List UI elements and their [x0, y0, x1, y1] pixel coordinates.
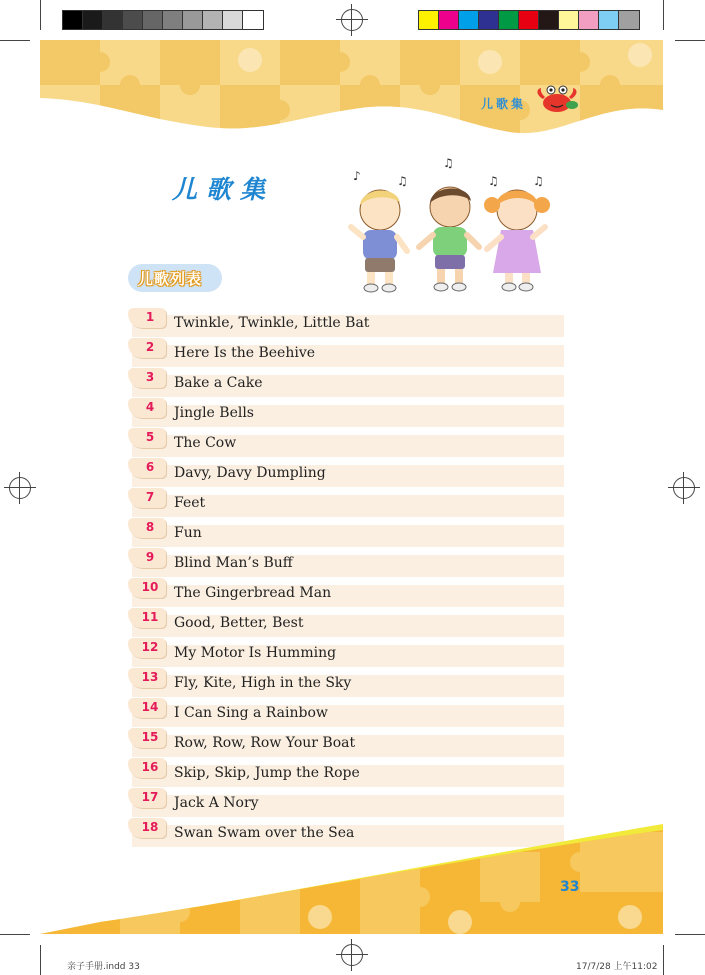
color-swatch [559, 11, 579, 29]
song-number: 5 [145, 430, 155, 444]
song-title: Bake a Cake [174, 375, 263, 391]
song-list-item [128, 460, 564, 487]
color-swatch [203, 11, 223, 29]
gray-color-bar [62, 10, 264, 30]
song-list-item [128, 550, 564, 577]
crop-mark [663, 945, 664, 975]
svg-text:♫: ♫ [443, 156, 454, 170]
song-number: 9 [145, 550, 155, 564]
song-number: 3 [145, 370, 155, 384]
song-title: Row, Row, Row Your Boat [174, 735, 356, 751]
song-title: Swan Swam over the Sea [174, 825, 355, 841]
color-swatch [539, 11, 559, 29]
song-number: 6 [145, 460, 155, 474]
song-title: Twinkle, Twinkle, Little Bat [174, 315, 370, 331]
song-number: 14 [141, 700, 159, 714]
color-swatch [83, 11, 103, 29]
color-swatch [579, 11, 599, 29]
header-tag: 儿歌集 [481, 97, 527, 111]
svg-text:♫: ♫ [488, 174, 499, 188]
registration-mark-icon [673, 477, 695, 499]
song-title: Davy, Davy Dumpling [174, 465, 326, 481]
page-title: 儿歌集 [172, 175, 275, 204]
song-title: Jack A Nory [174, 795, 259, 811]
color-swatch [419, 11, 439, 29]
color-swatch [123, 11, 143, 29]
crop-mark [0, 40, 30, 41]
song-number: 4 [145, 400, 155, 414]
crop-mark [40, 945, 41, 975]
song-list-item [128, 310, 564, 337]
song-title: The Gingerbread Man [174, 585, 332, 601]
crop-mark [40, 0, 41, 30]
color-swatch [499, 11, 519, 29]
song-number: 18 [141, 820, 159, 834]
svg-text:♪: ♪ [353, 169, 361, 183]
song-list-item [128, 430, 564, 457]
song-list-item [128, 400, 564, 427]
song-list-item [128, 700, 564, 727]
crop-mark [0, 934, 30, 935]
song-title: Skip, Skip, Jump the Rope [174, 765, 360, 781]
song-number: 10 [141, 580, 159, 594]
section-heading-label: 儿歌列表 [138, 270, 203, 288]
song-title: I Can Sing a Rainbow [174, 705, 328, 721]
song-list-item [128, 580, 564, 607]
color-swatch [243, 11, 263, 29]
registration-mark-icon [9, 477, 31, 499]
three-dancing-kids-icon [345, 155, 560, 295]
color-swatch [223, 11, 243, 29]
song-number: 11 [141, 610, 159, 624]
crop-mark [675, 40, 705, 41]
color-swatch [183, 11, 203, 29]
song-list-item [128, 520, 564, 547]
song-title: Fly, Kite, High in the Sky [174, 675, 352, 691]
song-title: Fun [174, 525, 202, 541]
song-list-item [128, 760, 564, 787]
registration-mark-icon [341, 944, 363, 966]
color-swatch [163, 11, 183, 29]
color-swatch [63, 11, 83, 29]
slug-timestamp: 17/7/28 上午11:02 [576, 962, 658, 972]
song-list-item [128, 640, 564, 667]
song-list-item [128, 790, 564, 817]
page-number: 33 [560, 879, 580, 895]
song-title: Here Is the Beehive [174, 345, 316, 361]
color-swatch [103, 11, 123, 29]
color-swatch [619, 11, 639, 29]
section-heading [128, 264, 222, 292]
color-swatch [479, 11, 499, 29]
bottom-puzzle-banner [40, 822, 664, 934]
crop-mark [663, 0, 664, 30]
song-list-item [128, 490, 564, 517]
song-list-item [128, 670, 564, 697]
svg-text:♫: ♫ [397, 174, 408, 188]
slug-file-info: 亲子手册.indd 33 [67, 962, 140, 972]
registration-mark-icon [341, 9, 363, 31]
song-number: 15 [141, 730, 159, 744]
crop-mark [675, 934, 705, 935]
song-title: My Motor Is Humming [174, 645, 337, 661]
svg-text:♫: ♫ [533, 174, 544, 188]
color-swatch [599, 11, 619, 29]
song-list-item [128, 610, 564, 637]
process-color-bar [418, 10, 640, 30]
color-swatch [519, 11, 539, 29]
color-swatch [143, 11, 163, 29]
song-number: 17 [141, 790, 159, 804]
song-number: 7 [145, 490, 155, 504]
crab-icon [534, 83, 580, 115]
song-title: Feet [174, 495, 206, 511]
song-number: 2 [145, 340, 155, 354]
song-list-item [128, 370, 564, 397]
song-number: 12 [141, 640, 159, 654]
color-swatch [459, 11, 479, 29]
song-number: 8 [145, 520, 155, 534]
song-list-item [128, 730, 564, 757]
song-title: Jingle Bells [174, 405, 254, 421]
song-number: 1 [145, 310, 155, 324]
song-title: Blind Man’s Buff [174, 555, 293, 571]
song-number: 16 [141, 760, 159, 774]
color-swatch [439, 11, 459, 29]
song-number: 13 [141, 670, 159, 684]
song-title: Good, Better, Best [174, 615, 304, 631]
song-list-item [128, 340, 564, 367]
song-title: The Cow [174, 435, 237, 451]
